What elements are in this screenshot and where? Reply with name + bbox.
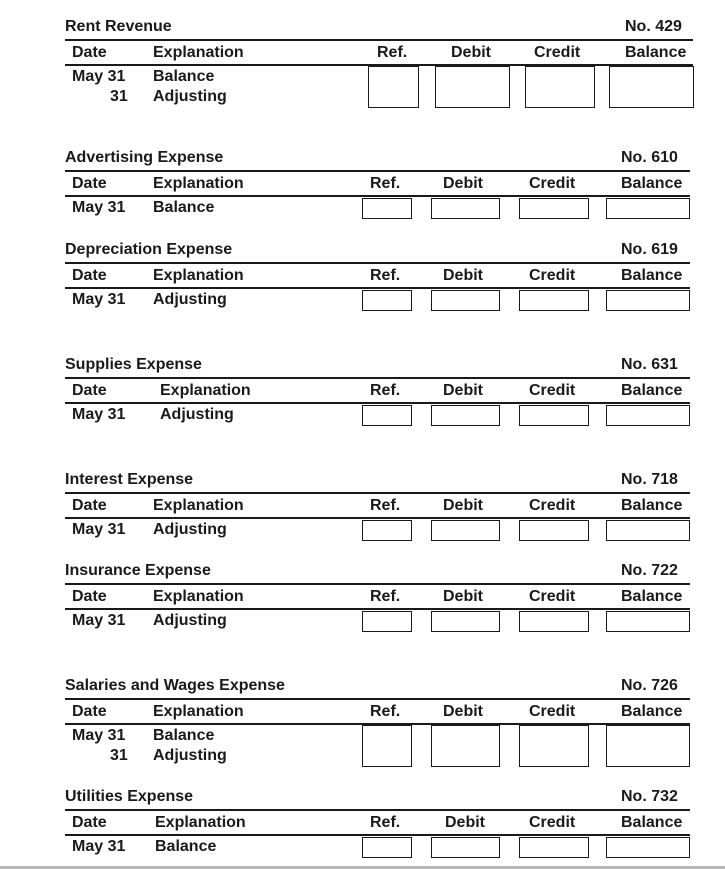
insurance-expense-title: Insurance Expense — [65, 562, 211, 579]
insurance-expense-row-0-explanation: Adjusting — [153, 612, 227, 629]
salaries-and-wages-expense-title: Salaries and Wages Expense — [65, 677, 285, 694]
insurance-expense-ref-input-box[interactable] — [362, 611, 412, 632]
utilities-expense-header-balance: Balance — [621, 814, 683, 831]
depreciation-expense-account-number: No. 619 — [621, 241, 678, 258]
interest-expense-title: Interest Expense — [65, 471, 194, 488]
utilities-expense-header-debit: Debit — [445, 814, 485, 831]
utilities-expense-header-rule — [65, 834, 690, 836]
interest-expense-row-0-date: May 31 — [72, 521, 126, 538]
interest-expense-debit-input-box[interactable] — [431, 520, 500, 541]
rent-revenue-title-rule — [65, 39, 693, 41]
rent-revenue-row-0-explanation: Balance — [153, 68, 215, 85]
advertising-expense-row-0-date: May 31 — [72, 199, 126, 216]
salaries-and-wages-expense-title-rule — [65, 698, 690, 700]
advertising-expense-header-credit: Credit — [529, 175, 576, 192]
interest-expense-title-rule — [65, 492, 690, 494]
supplies-expense-credit-input-box[interactable] — [519, 405, 589, 426]
interest-expense-header-balance: Balance — [621, 497, 683, 514]
salaries-and-wages-expense-row-0-explanation: Balance — [153, 727, 215, 744]
supplies-expense-title: Supplies Expense — [65, 356, 202, 373]
supplies-expense-header-credit: Credit — [529, 382, 576, 399]
rent-revenue-row-0-date: May 31 — [72, 68, 126, 85]
salaries-and-wages-expense-balance-input-box[interactable] — [606, 725, 690, 767]
advertising-expense-title-rule — [65, 170, 690, 172]
rent-revenue-title: Rent Revenue — [65, 18, 172, 35]
supplies-expense-header-rule — [65, 402, 690, 404]
utilities-expense-credit-input-box[interactable] — [519, 837, 589, 858]
advertising-expense-title: Advertising Expense — [65, 149, 224, 166]
insurance-expense-account-number: No. 722 — [621, 562, 678, 579]
depreciation-expense-header-balance: Balance — [621, 267, 683, 284]
interest-expense-header-rule — [65, 517, 690, 519]
salaries-and-wages-expense-header-ref: Ref. — [370, 703, 401, 720]
insurance-expense-header-date: Date — [72, 588, 107, 605]
salaries-and-wages-expense-header-explanation: Explanation — [153, 703, 244, 720]
insurance-expense-title-rule — [65, 583, 690, 585]
depreciation-expense-ref-input-box[interactable] — [362, 290, 412, 311]
depreciation-expense-row-0-date: May 31 — [72, 291, 126, 308]
rent-revenue-header-credit: Credit — [534, 44, 581, 61]
supplies-expense-header-date: Date — [72, 382, 107, 399]
depreciation-expense-header-explanation: Explanation — [153, 267, 244, 284]
advertising-expense-credit-input-box[interactable] — [519, 198, 589, 219]
salaries-and-wages-expense-header-debit: Debit — [443, 703, 483, 720]
supplies-expense-row-0-explanation: Adjusting — [160, 406, 234, 423]
utilities-expense-debit-input-box[interactable] — [431, 837, 500, 858]
salaries-and-wages-expense-account-number: No. 726 — [621, 677, 678, 694]
insurance-expense-header-ref: Ref. — [370, 588, 401, 605]
depreciation-expense-header-date: Date — [72, 267, 107, 284]
insurance-expense-header-debit: Debit — [443, 588, 483, 605]
advertising-expense-balance-input-box[interactable] — [606, 198, 690, 219]
salaries-and-wages-expense-credit-input-box[interactable] — [519, 725, 589, 767]
salaries-and-wages-expense-row-1-explanation: Adjusting — [153, 747, 227, 764]
advertising-expense-row-0-explanation: Balance — [153, 199, 215, 216]
interest-expense-header-date: Date — [72, 497, 107, 514]
utilities-expense-account-number: No. 732 — [621, 788, 678, 805]
utilities-expense-title: Utilities Expense — [65, 788, 194, 805]
utilities-expense-row-0-explanation: Balance — [155, 838, 217, 855]
utilities-expense-header-explanation: Explanation — [155, 814, 246, 831]
supplies-expense-debit-input-box[interactable] — [431, 405, 500, 426]
rent-revenue-row-1-explanation: Adjusting — [153, 88, 227, 105]
insurance-expense-debit-input-box[interactable] — [431, 611, 500, 632]
interest-expense-header-debit: Debit — [443, 497, 483, 514]
supplies-expense-header-ref: Ref. — [370, 382, 401, 399]
insurance-expense-header-rule — [65, 608, 690, 610]
utilities-expense-ref-input-box[interactable] — [362, 837, 412, 858]
salaries-and-wages-expense-header-date: Date — [72, 703, 107, 720]
interest-expense-header-credit: Credit — [529, 497, 576, 514]
rent-revenue-header-ref: Ref. — [377, 44, 408, 61]
salaries-and-wages-expense-header-balance: Balance — [621, 703, 683, 720]
insurance-expense-header-credit: Credit — [529, 588, 576, 605]
salaries-and-wages-expense-header-credit: Credit — [529, 703, 576, 720]
rent-revenue-account-number: No. 429 — [625, 18, 682, 35]
advertising-expense-ref-input-box[interactable] — [362, 198, 412, 219]
interest-expense-header-explanation: Explanation — [153, 497, 244, 514]
advertising-expense-header-balance: Balance — [621, 175, 683, 192]
interest-expense-ref-input-box[interactable] — [362, 520, 412, 541]
advertising-expense-debit-input-box[interactable] — [431, 198, 500, 219]
supplies-expense-account-number: No. 631 — [621, 356, 678, 373]
utilities-expense-balance-input-box[interactable] — [606, 837, 690, 858]
rent-revenue-ref-input-box[interactable] — [368, 66, 419, 108]
insurance-expense-row-0-date: May 31 — [72, 612, 126, 629]
salaries-and-wages-expense-ref-input-box[interactable] — [362, 725, 412, 767]
advertising-expense-account-number: No. 610 — [621, 149, 678, 166]
rent-revenue-credit-input-box[interactable] — [525, 66, 595, 108]
supplies-expense-header-debit: Debit — [443, 382, 483, 399]
utilities-expense-title-rule — [65, 809, 690, 811]
salaries-and-wages-expense-row-0-date: May 31 — [72, 727, 126, 744]
supplies-expense-header-balance: Balance — [621, 382, 683, 399]
depreciation-expense-header-credit: Credit — [529, 267, 576, 284]
interest-expense-credit-input-box[interactable] — [519, 520, 589, 541]
rent-revenue-header-explanation: Explanation — [153, 44, 244, 61]
interest-expense-balance-input-box[interactable] — [606, 520, 690, 541]
interest-expense-row-0-explanation: Adjusting — [153, 521, 227, 538]
supplies-expense-row-0-date: May 31 — [72, 406, 126, 423]
rent-revenue-debit-input-box[interactable] — [435, 66, 510, 108]
rent-revenue-row-1-date: 31 — [110, 88, 128, 105]
salaries-and-wages-expense-debit-input-box[interactable] — [431, 725, 500, 767]
insurance-expense-header-balance: Balance — [621, 588, 683, 605]
advertising-expense-header-rule — [65, 195, 690, 197]
depreciation-expense-header-ref: Ref. — [370, 267, 401, 284]
rent-revenue-header-balance: Balance — [625, 44, 687, 61]
insurance-expense-credit-input-box[interactable] — [519, 611, 589, 632]
salaries-and-wages-expense-row-1-date: 31 — [110, 747, 128, 764]
depreciation-expense-debit-input-box[interactable] — [431, 290, 500, 311]
depreciation-expense-row-0-explanation: Adjusting — [153, 291, 227, 308]
supplies-expense-balance-input-box[interactable] — [606, 405, 690, 426]
depreciation-expense-title-rule — [65, 262, 690, 264]
advertising-expense-header-ref: Ref. — [370, 175, 401, 192]
depreciation-expense-title: Depreciation Expense — [65, 241, 233, 258]
advertising-expense-header-date: Date — [72, 175, 107, 192]
rent-revenue-header-date: Date — [72, 44, 107, 61]
utilities-expense-header-ref: Ref. — [370, 814, 401, 831]
advertising-expense-header-debit: Debit — [443, 175, 483, 192]
utilities-expense-header-date: Date — [72, 814, 107, 831]
interest-expense-header-ref: Ref. — [370, 497, 401, 514]
depreciation-expense-credit-input-box[interactable] — [519, 290, 589, 311]
interest-expense-account-number: No. 718 — [621, 471, 678, 488]
supplies-expense-title-rule — [65, 377, 690, 379]
insurance-expense-header-explanation: Explanation — [153, 588, 244, 605]
rent-revenue-balance-input-box[interactable] — [609, 66, 694, 108]
utilities-expense-header-credit: Credit — [529, 814, 576, 831]
depreciation-expense-header-rule — [65, 287, 690, 289]
advertising-expense-header-explanation: Explanation — [153, 175, 244, 192]
supplies-expense-ref-input-box[interactable] — [362, 405, 412, 426]
depreciation-expense-balance-input-box[interactable] — [606, 290, 690, 311]
utilities-expense-row-0-date: May 31 — [72, 838, 126, 855]
supplies-expense-header-explanation: Explanation — [160, 382, 251, 399]
rent-revenue-header-debit: Debit — [451, 44, 491, 61]
insurance-expense-balance-input-box[interactable] — [606, 611, 690, 632]
depreciation-expense-header-debit: Debit — [443, 267, 483, 284]
